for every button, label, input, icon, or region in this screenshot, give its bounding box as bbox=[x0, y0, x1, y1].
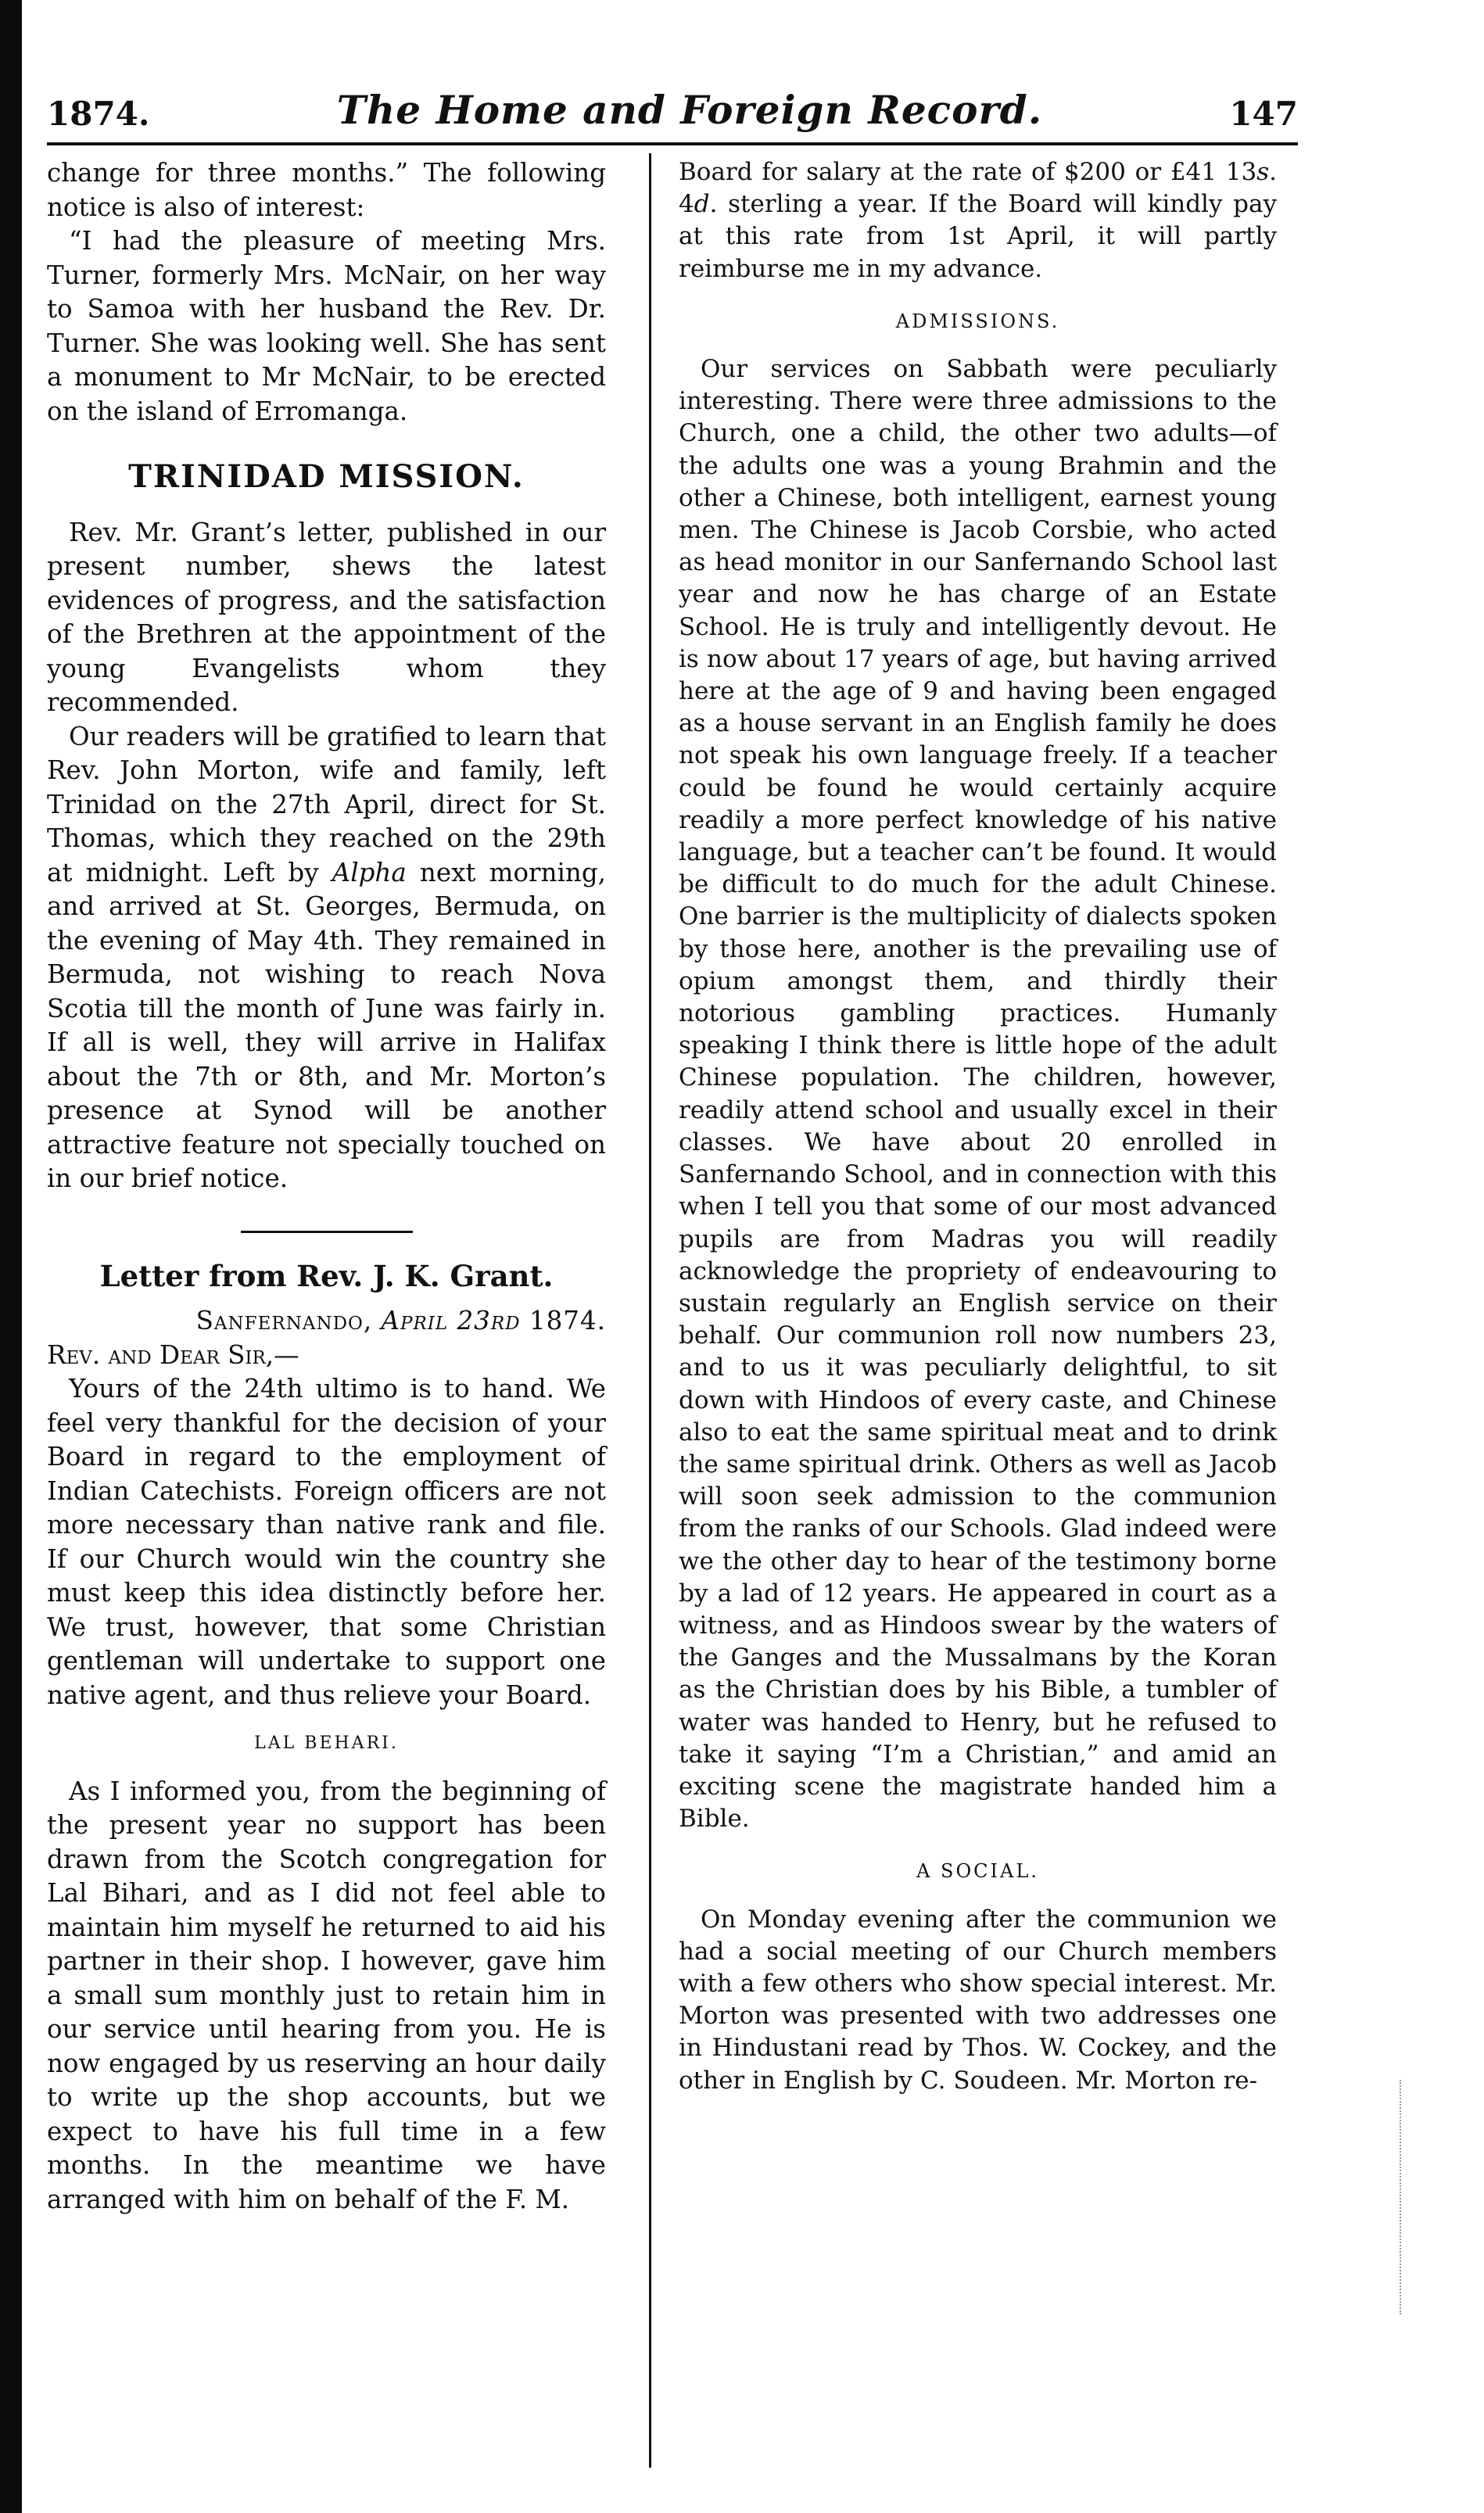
board-paragraph-text-mid: . 4 bbox=[679, 158, 1277, 219]
social-paragraph: On Monday evening after the communion we had a social meeting of our Church members with a few others who show special interest. Mr. Morton was presented with two addresses one in Hindustani read by Thos. W. Cockey, and the other in English by C. Soudeen. Mr. Morton re- bbox=[679, 1905, 1277, 2095]
letter-dateline bbox=[47, 1304, 606, 1339]
letter-paragraph-1: Yours of the 24th ultimo is to hand. We feel very thankful for the decision of your Board in regard to the employment of Indian Catechists. Foreign officers are not more necessary than native rank and file. If our Church would win the country she must keep this idea distinctly before her. We trust, however, that some Christian gentleman will undertake to support one native agent, and thus relieve your Board. bbox=[47, 1374, 606, 1710]
mission-paragraph-2-text-a: Our readers will be gratified to learn that Rev. John Morton, wife and family, left Trinidad on the 27th April, direct for St. Thomas, which they reached on the 29th at midnight. Left by bbox=[47, 721, 606, 887]
running-header bbox=[47, 70, 1298, 133]
dateline-date: April 23rd bbox=[381, 1306, 521, 1335]
admissions-subheading: ADMISSIONS. bbox=[895, 310, 1060, 332]
margin-specks bbox=[1400, 2080, 1432, 2314]
quote-paragraph: “I had the pleasure of meeting Mrs. Turner, formerly Mrs. McNair, on her way to Samoa with her husband the Rev. Dr. Turner. She was looking well. She has sent a monument to Mr McNair, to be erected on the island of Erromanga. bbox=[47, 226, 606, 426]
board-paragraph-text-a: Board for salary at the rate of $200 or £41 13 bbox=[679, 158, 1257, 186]
letter-heading: Letter from Rev. J. K. Grant. bbox=[99, 1258, 554, 1293]
admissions-paragraph: Our services on Sabbath were peculiarly interesting. There were three admissions to the Church, one a child, the other two adults—of the adults one was a young Brahmin and the other a Chinese, both intelligent, earnest young men. The Chinese is Jacob Corsbie, who acted as head monitor in our Sanfernando School last year and now he has charge of an Estate School. He is truly and intelligently devout. He is now about 17 years of age, but having arrived here at the age of 9 and having been engaged as a house servant in an English family he does not speak his own language freely. If a teacher could be found he would certainly acquire readily a more perfect knowledge of his native language, but a teacher can’t be found. It would be difficult to do much for the adult Chinese. One barrier is the multiplicity of dialects spoken by those here, another is the prevailing use of opium amongst them, and thirdly their notorious gambling practices. Humanly speaking I think there is little hope of the adult Chinese population. The children, however, readily attend school and usually excel in their classes. We have about 20 enrolled in Sanfernando School, and in connection with this when I tell you that some of our most advanced pupils are from Madras you will readily acknowledge the propriety of endeavouring to sustain regularly an English service on their behalf. Our communion roll now numbers 23, and to us it was peculiarly delightful, to sit down with Hindoos of every caste, and Chinese also to eat the same spiritual meat and to drink the same spiritual drink. Others as well as Jacob will soon seek admission to the communion from the ranks of our Schools. Glad indeed were we the other day to hear of the testimony borne by a lad of 12 years. He appeared in court as a witness, and as Hindoos swear by the waters of the Ganges and the Mussalmans by the Koran as the Christian does by his Bible, a tumbler of water was handed to Henry, but he refused to take it saying “I’m a Christian,” and amid an exciting scene the magistrate handed him a Bible. bbox=[679, 355, 1277, 1834]
mission-paragraph-2 bbox=[47, 720, 606, 1196]
header-year: 1874. bbox=[47, 95, 150, 133]
trinidad-mission-heading: TRINIDAD MISSION. bbox=[128, 458, 525, 495]
intro-paragraph: change for three months.” The following notice is also of interest: bbox=[47, 158, 606, 222]
dateline-place: Sanfernando, bbox=[195, 1306, 382, 1335]
section-rule bbox=[241, 1231, 413, 1233]
social-subheading: A SOCIAL. bbox=[916, 1860, 1039, 1883]
left-column bbox=[47, 156, 606, 2217]
right-column bbox=[679, 156, 1277, 2097]
lal-behari-paragraph: As I informed you, from the beginning of the present year no support has been drawn from the Scotch congregation for Lal Bihari, and as I did not feel able to maintain him myself he returned to aid his partner in their shop. I however, gave him a small sum monthly just to retain him in our service until hearing from you. He is now engaged by us reserving an hour daily to write up the shop accounts, but we expect to have his full time in a few months. In the meantime we have arranged with him on behalf of the F. M. bbox=[47, 1776, 606, 2214]
header-rule bbox=[47, 142, 1298, 145]
board-paragraph bbox=[679, 156, 1277, 285]
letter-salutation: Rev. and Dear Sir,— bbox=[47, 1339, 299, 1370]
pence-abbrev: d bbox=[694, 190, 710, 219]
mission-paragraph-2-text-b: next morning, and arrived at St. Georges, Bermuda, on the evening of May 4th. They remained in Bermuda, not wishing to reach Nova Scotia till the month of June was fairly in. If all is well, they will arrive in Halifax about the 7th or 8th, and Mr. Morton’s presence at Synod will be another attractive feature not specially touched on in our brief notice. bbox=[47, 857, 606, 1193]
ship-name: Alpha bbox=[332, 857, 407, 887]
column-divider bbox=[649, 153, 651, 2468]
mission-paragraph-1: Rev. Mr. Grant’s letter, published in our present number, shews the latest evidences of progress, and the satisfaction of the Brethren at the appointment of the young Evangelists whom they recommended. bbox=[47, 517, 606, 717]
board-paragraph-text-b: . sterling a year. If the Board will kindly pay at this rate from 1st April, it will partly reimburse me in my advance. bbox=[679, 190, 1277, 283]
dateline-year: 1874. bbox=[520, 1306, 606, 1335]
journal-title: The Home and Foreign Record. bbox=[336, 87, 1043, 133]
page-binding-edge bbox=[0, 0, 22, 2513]
shillings-abbrev: s bbox=[1256, 158, 1270, 186]
page-number: 147 bbox=[1229, 95, 1298, 133]
lal-behari-subheading: LAL BEHARI. bbox=[254, 1733, 399, 1753]
